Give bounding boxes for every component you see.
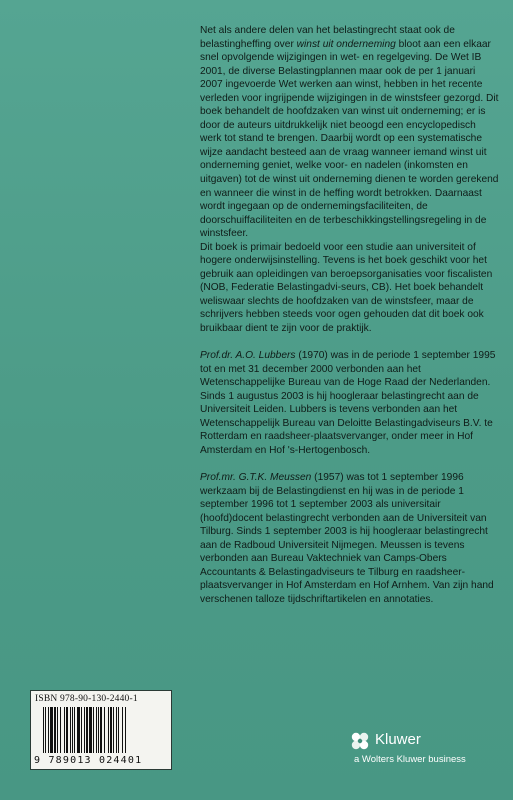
barcode-bar	[57, 707, 58, 753]
barcode-bar	[116, 707, 117, 753]
barcode-bar	[77, 707, 80, 753]
author-text-lubbers: (1970) was in de periode 1 september 1995 tot en met 31 december 2000 verbonden aan het Wetenschappelijke Bureau van de Hoge Raad der Nederlanden. Sinds 1 augustus 2003 is hij hoogleraar belastingrecht aan de Universiteit Leiden. Lubbers is tevens verbonden aan het Wetenschappelijk Bureau van Deloitte Belastingadviseurs B.V. te Rotterdam en raadsheer-plaatsvervanger, onder meer in Hof Amsterdam en Hof 's-Hertogenbosch.	[200, 350, 496, 456]
barcode-bar	[48, 707, 49, 753]
barcode-bar	[66, 707, 68, 753]
barcode-icon	[43, 707, 159, 753]
barcode-bar	[98, 707, 99, 753]
barcode-bar	[74, 707, 75, 753]
barcode-bar	[84, 707, 85, 753]
barcode-bar	[64, 707, 65, 753]
intro-paragraph-1	[200, 24, 500, 241]
blurb-column	[200, 24, 500, 606]
kluwer-logo-icon	[349, 730, 371, 752]
intro-paragraph-2: Dit boek is primair bedoeld voor een studie aan universiteit of hogere onderwijsinstelling. Tevens is het boek geschikt voor het gebruik aan opleidingen van beroepsorganisaties voor fiscalisten (NOB, Federatie Belastingadvi-seurs, CB). Het boek behandelt weliswaar slechts de hoofdzaken van de winstsfeer, maar de schrijvers hebben steeds voor ogen gehouden dat dit boek ook bruikbaar dient te zijn voor de praktijk.	[200, 241, 493, 335]
barcode-bar	[45, 707, 46, 753]
barcode-bar	[125, 707, 126, 753]
barcode-bar	[110, 707, 112, 753]
barcode-bar	[43, 707, 44, 753]
author-bio-lubbers	[200, 349, 500, 457]
barcode-bar	[60, 707, 61, 753]
intro-emphasis: winst uit onderneming	[296, 38, 396, 50]
paragraph-gap	[200, 336, 500, 350]
barcode-bar	[81, 707, 82, 753]
barcode-bar	[70, 707, 71, 753]
barcode-bar	[54, 707, 56, 753]
barcode-bar	[89, 707, 92, 753]
intro-text-start: Net als andere delen van het belastingrecht staat ook de belastingheffing over	[200, 25, 455, 50]
barcode-bar	[108, 707, 109, 753]
barcode-bar	[93, 707, 94, 753]
isbn-barcode	[30, 690, 172, 770]
author-text-meussen: (1957) was tot 1 september 1996 werkzaam bij de Belastingdienst en hij was in de periode 1 september 1996 tot 1 september 2003 als universitair (hoofd)docent belastingrecht verbonden aan de Universiteit van Tilburg. Sinds 1 september 2003 is hij hoogleraar belastingrecht aan de Radboud Universiteit Nijmegen. Meussen is tevens verbonden aan Bureau Vaktechniek van Camps-Obers Accountants & Belastingadviseurs te Tilburg en raadsheer-plaatsvervanger in Hof Amsterdam en Hof Arnhem. Van zijn hand verschenen talloze tijdschriftartikelen en annotaties.	[200, 471, 494, 605]
barcode-bar	[104, 707, 105, 753]
publisher-tagline: a Wolters Kluwer business	[354, 754, 466, 765]
intro-text-rest: bloot aan een elkaar snel opvolgende wijzigingen in wet- en regelgeving. De Wet IB 2001, de diverse Belastingplannen maar ook de per 1 januari 2007 ingevoerde Wet werken aan winst, hebben in het recente verleden voor ingrijpende wijzigingen in de winstsfeer gezorgd. Dit boek behandelt de hoofdzaken van winst uit onderneming; er is door de auteurs uitdrukkelijk niet beoogd een encyclopedisch werk tot stand te brengen. Daarbij wordt op een systematische wijze aandacht besteed aan de vraag wanneer iemand winst uit onderneming geniet, welke voor- en nadelen (inkomsten en uitgaven) tot de winst uit onderneming dienen te worden gerekend en wanneer die winst in de heffing wordt betrokken. Daarnaast wordt ingegaan op de ondernemingsfaciliteiten, de doorschuiffaciliteiten en de terbeschikkingstellingsregeling in de winstsfeer.	[200, 38, 499, 240]
barcode-bar	[122, 707, 123, 753]
author-name-lubbers: Prof.dr. A.O. Lubbers	[200, 350, 296, 362]
author-name-meussen: Prof.mr. G.T.K. Meussen	[200, 471, 312, 483]
paragraph-gap	[200, 457, 500, 471]
barcode-bar	[113, 707, 114, 753]
barcode-bar	[100, 707, 102, 753]
isbn-label: ISBN 978-90-130-2440-1	[35, 694, 138, 704]
barcode-bar	[50, 707, 53, 753]
ean-digits: 9 789013 024401	[34, 755, 143, 766]
barcode-bar	[72, 707, 73, 753]
barcode-bar	[118, 707, 119, 753]
publisher-logo	[349, 730, 509, 770]
author-bio-meussen	[200, 471, 500, 606]
barcode-bar	[96, 707, 97, 753]
barcode-bar	[86, 707, 88, 753]
publisher-name: Kluwer	[375, 731, 421, 748]
